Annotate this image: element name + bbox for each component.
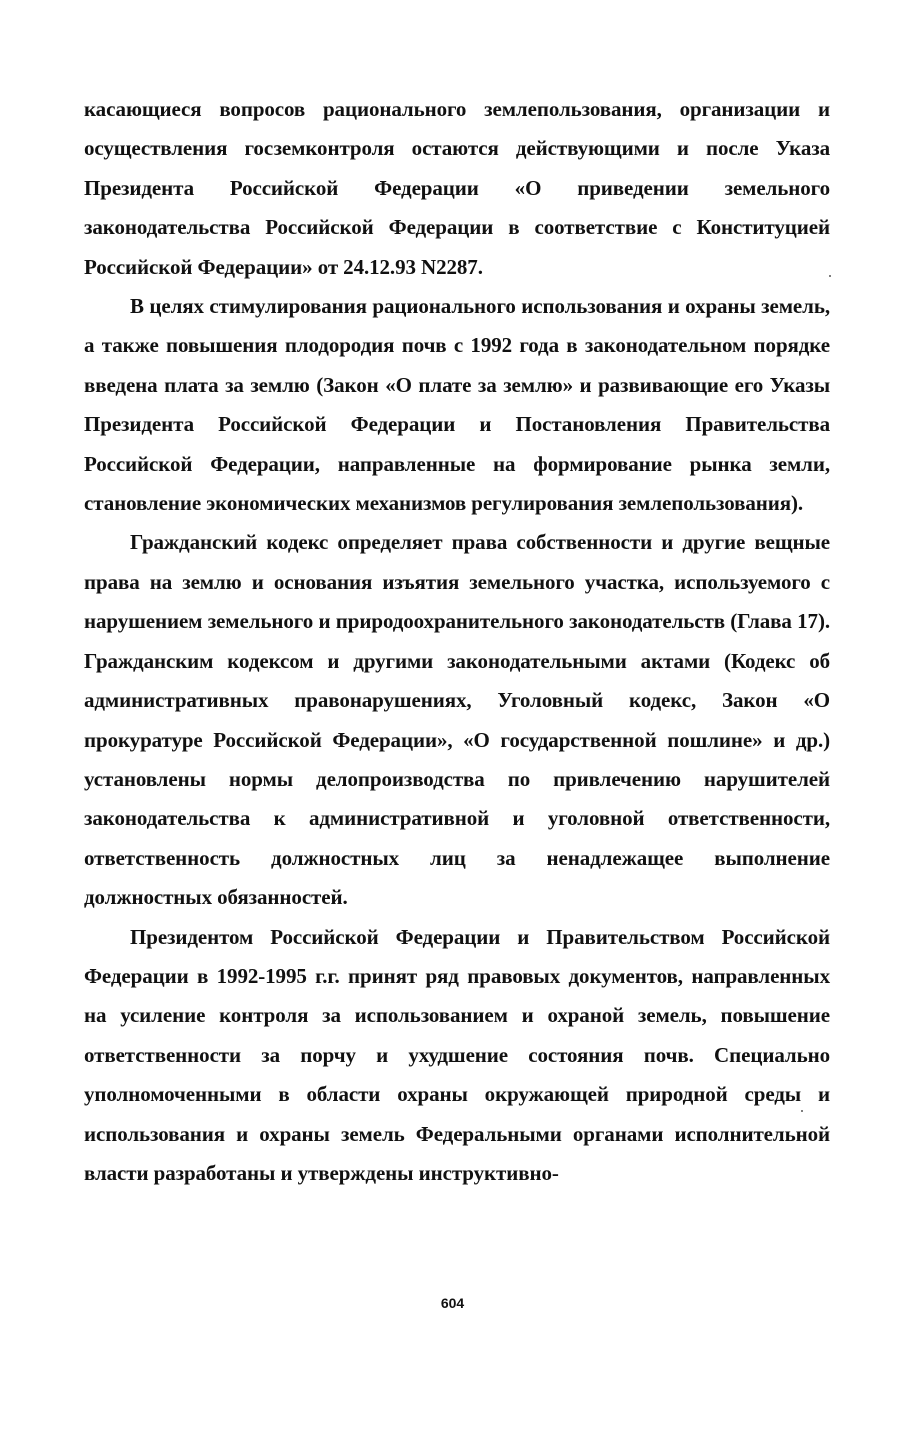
page-number: 604 (440, 1295, 465, 1311)
paragraph-4: Президентом Российской Федерации и Правительством Российской Федерации в 1992-1995 г.г. принят ряд правовых документов, направленных на усиление контроля за использованием и охраной земель, повышение ответственности за порчу и ухудшение состояния почв. Специально уполномоченными в области охраны окружающей природной среды и использования и охраны земель Федеральными органами исполнительной власти разработаны и утверждены инструктивно- (84, 924, 830, 1185)
scan-speck (801, 1110, 803, 1112)
scan-speck (829, 275, 831, 277)
paragraph-2: В целях стимулирования рационального использования и охраны земель, а также повышения плодородия почв с 1992 года в законодательном порядке введена плата за землю (Закон «О плате за землю» и развивающие его Указы Президента Российской Федерации и Постановления Правительства Российской Федерации, направленные на формирование рынка земли, становление экономических механизмов регулирования землепользования). (84, 294, 830, 516)
paragraph-3: Гражданский кодекс определяет права собственности и другие вещные права на землю и основания изъятия земельного участка, используемого с нарушением земельного и природоохранительного законодательств (Глава 17). Гражданским кодексом и другими законодательными актами (Кодекс об административных правонарушениях, Уголовный кодекс, Закон «О прокуратуре Российской Федерации», «О государственной пошлине» и др.) установлены нормы делопроизводства по привлечению нарушителей законодательства к административной и уголовной ответственности, ответственность должностных лиц за ненадлежащее выполнение должностных обязанностей. (84, 530, 830, 910)
paragraph-1: касающиеся вопросов рационального землепользования, организации и осуществления госземконтроля остаются действующими и после Указа Президента Российской Федерации «О приведении земельного законодательства Российской Федерации в соответствие с Конституцией Российской Федерации» от 24.12.93 N2287. (84, 97, 830, 279)
document-body (84, 90, 830, 1193)
